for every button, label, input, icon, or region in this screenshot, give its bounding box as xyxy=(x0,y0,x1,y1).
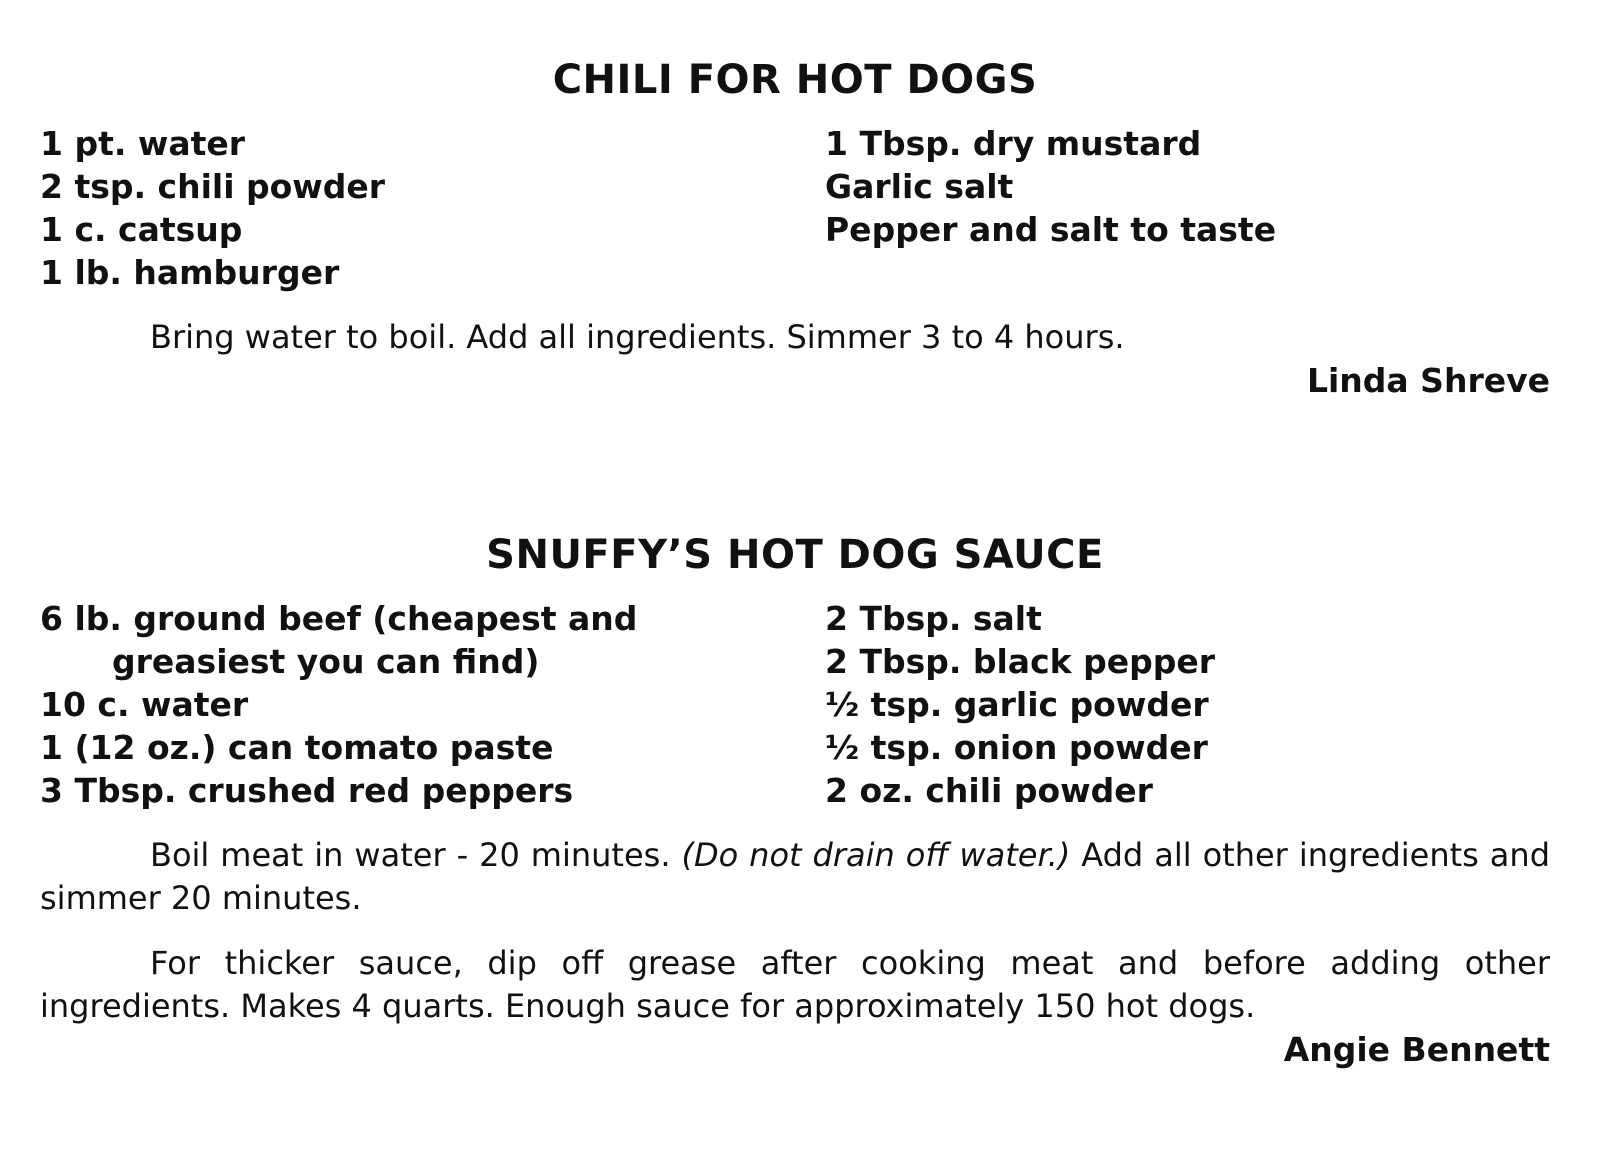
ingredient-item: 2 oz. chili powder xyxy=(825,771,1153,810)
recipe-title: CHILI FOR HOT DOGS xyxy=(552,57,1038,103)
ingredient-item: 1 pt. water xyxy=(40,124,246,163)
directions-note-italic: (Do not drain off water.) xyxy=(681,836,1071,874)
recipe-author: Angie Bennett xyxy=(1283,1030,1550,1069)
ingredient-list xyxy=(40,597,1550,812)
ingredient-item: ½ tsp. onion powder xyxy=(825,728,1208,767)
recipe-title: SNUFFY’S HOT DOG SAUCE xyxy=(486,532,1104,578)
directions-text: Add all other ingredients and simmer 20 minutes. xyxy=(40,836,1551,917)
ingredient-column-right xyxy=(825,597,1550,812)
ingredient-column-left xyxy=(40,597,825,812)
ingredient-item: 2 tsp. chili powder xyxy=(40,167,386,206)
directions-text: Boil meat in water - 20 minutes. xyxy=(150,836,682,874)
ingredient-item: 10 c. water xyxy=(40,685,249,724)
recipe-snuffys-hot-dog-sauce xyxy=(40,527,1550,1071)
ingredient-item: Pepper and salt to taste xyxy=(825,210,1277,249)
ingredient-item: 2 Tbsp. black pepper xyxy=(825,642,1215,681)
ingredient-item: 1 c. catsup xyxy=(40,210,243,249)
recipe-directions: Bring water to boil. Add all ingredients. Simmer 3 to 4 hours. xyxy=(150,318,1125,356)
ingredient-column-right xyxy=(825,122,1550,294)
ingredient-item: 1 (12 oz.) can tomato paste xyxy=(40,728,554,767)
ingredient-item: 6 lb. ground beef (cheapest and xyxy=(40,599,638,638)
ingredient-item: 1 lb. hamburger xyxy=(40,253,340,292)
ingredient-item: ½ tsp. garlic powder xyxy=(825,685,1209,724)
ingredient-item: 1 Tbsp. dry mustard xyxy=(825,124,1202,163)
ingredient-item: 3 Tbsp. crushed red peppers xyxy=(40,771,574,810)
recipe-author: Linda Shreve xyxy=(1306,361,1550,400)
ingredient-column-left xyxy=(40,122,825,294)
ingredient-list xyxy=(40,122,1550,294)
ingredient-item: 2 Tbsp. salt xyxy=(825,599,1042,638)
recipe-directions xyxy=(40,834,1550,920)
ingredient-item: Garlic salt xyxy=(825,167,1014,206)
recipe-tip: For thicker sauce, dip off grease after cooking meat and before adding other ingredients. Makes 4 quarts. Enough sauce for approximately 150 hot dogs. xyxy=(40,944,1550,1025)
ingredient-item-continuation: greasiest you can find) xyxy=(112,642,540,681)
recipe-chili-for-hot-dogs xyxy=(40,52,1550,402)
